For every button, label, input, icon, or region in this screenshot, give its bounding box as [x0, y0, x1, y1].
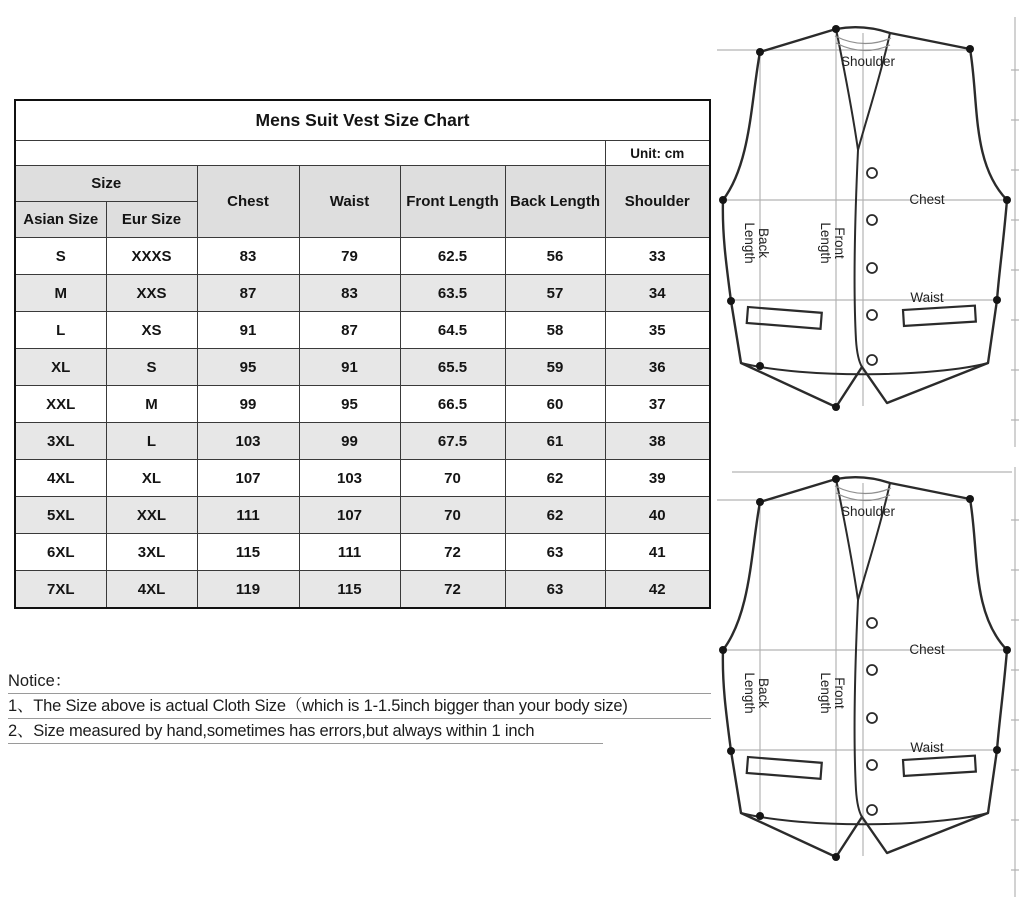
vest-pockets — [747, 756, 976, 779]
cell-chest: 107 — [197, 460, 299, 497]
vest-diagram-top — [705, 5, 1030, 450]
cell-eur: XL — [106, 460, 197, 497]
vest-pockets — [747, 306, 976, 329]
waist-label: Waist — [910, 740, 944, 755]
cell-asian: L — [15, 312, 106, 349]
cell-waist: 95 — [299, 386, 400, 423]
cell-shoulder: 34 — [605, 275, 710, 312]
shoulder-label: Shoulder — [840, 54, 896, 69]
cell-front-length: 64.5 — [400, 312, 505, 349]
table-title-row — [15, 100, 710, 141]
measurement-dots — [719, 475, 1011, 861]
notice-heading: Notice： — [8, 670, 711, 694]
cell-chest: 115 — [197, 534, 299, 571]
table-row — [15, 349, 710, 386]
cell-chest: 95 — [197, 349, 299, 386]
svg-text:Back: Back — [756, 677, 771, 709]
cell-asian: 6XL — [15, 534, 106, 571]
cell-waist: 107 — [299, 497, 400, 534]
cell-asian: 4XL — [15, 460, 106, 497]
cell-chest: 119 — [197, 571, 299, 609]
cell-eur: 3XL — [106, 534, 197, 571]
cell-shoulder: 41 — [605, 534, 710, 571]
cell-back-length: 57 — [505, 275, 605, 312]
cell-back-length: 59 — [505, 349, 605, 386]
cell-waist: 115 — [299, 571, 400, 609]
cell-chest: 87 — [197, 275, 299, 312]
cell-waist: 91 — [299, 349, 400, 386]
table-row — [15, 460, 710, 497]
notice-section — [8, 670, 711, 744]
cell-asian: XXL — [15, 386, 106, 423]
cell-back-length: 62 — [505, 497, 605, 534]
header-asian-size: Asian Size — [15, 202, 106, 238]
cell-asian: 7XL — [15, 571, 106, 609]
cell-eur: XXXS — [106, 238, 197, 275]
chest-label: Chest — [909, 642, 945, 657]
header-chest: Chest — [197, 166, 299, 238]
cell-asian: 3XL — [15, 423, 106, 460]
cell-back-length: 61 — [505, 423, 605, 460]
svg-text:Back: Back — [756, 227, 771, 259]
size-chart-table — [14, 99, 711, 609]
cell-back-length: 58 — [505, 312, 605, 349]
cell-back-length: 63 — [505, 571, 605, 609]
cell-eur: M — [106, 386, 197, 423]
cell-back-length: 63 — [505, 534, 605, 571]
table-row — [15, 534, 710, 571]
cell-shoulder: 33 — [605, 238, 710, 275]
cell-back-length: 56 — [505, 238, 605, 275]
svg-text:Front: Front — [832, 227, 847, 259]
front-length-label — [818, 672, 847, 713]
svg-text:Front: Front — [832, 677, 847, 709]
table-row — [15, 571, 710, 609]
header-row-group — [15, 166, 710, 202]
cell-shoulder: 36 — [605, 349, 710, 386]
cell-chest: 111 — [197, 497, 299, 534]
cell-shoulder: 37 — [605, 386, 710, 423]
cell-waist: 111 — [299, 534, 400, 571]
unit-spacer — [15, 141, 605, 166]
cell-waist: 87 — [299, 312, 400, 349]
cell-eur: 4XL — [106, 571, 197, 609]
cell-front-length: 65.5 — [400, 349, 505, 386]
back-length-label — [742, 672, 771, 713]
cell-chest: 83 — [197, 238, 299, 275]
cell-eur: XS — [106, 312, 197, 349]
cell-chest: 103 — [197, 423, 299, 460]
svg-text:Length: Length — [742, 222, 757, 264]
unit-row — [15, 141, 710, 166]
cell-back-length: 62 — [505, 460, 605, 497]
header-shoulder: Shoulder — [605, 166, 710, 238]
cell-asian: XL — [15, 349, 106, 386]
cell-chest: 91 — [197, 312, 299, 349]
cell-shoulder: 35 — [605, 312, 710, 349]
header-size-group: Size — [15, 166, 197, 202]
svg-text:Length: Length — [818, 222, 833, 264]
notice-line-1: 1、The Size above is actual Cloth Size（which is 1-1.5inch bigger than your body size) — [8, 694, 711, 719]
cell-eur: XXS — [106, 275, 197, 312]
measurement-dots — [719, 25, 1011, 411]
cell-waist: 99 — [299, 423, 400, 460]
cell-shoulder: 39 — [605, 460, 710, 497]
cell-front-length: 67.5 — [400, 423, 505, 460]
cell-front-length: 70 — [400, 497, 505, 534]
table-row — [15, 238, 710, 275]
cell-front-length: 72 — [400, 534, 505, 571]
header-front-length: Front Length — [400, 166, 505, 238]
cell-shoulder: 42 — [605, 571, 710, 609]
cell-waist: 79 — [299, 238, 400, 275]
notice-line-2: 2、Size measured by hand,sometimes has errors,but always within 1 inch — [8, 719, 603, 744]
cell-front-length: 72 — [400, 571, 505, 609]
cell-front-length: 66.5 — [400, 386, 505, 423]
cell-waist: 103 — [299, 460, 400, 497]
header-waist: Waist — [299, 166, 400, 238]
back-length-label — [742, 222, 771, 263]
table-row — [15, 386, 710, 423]
table-row — [15, 312, 710, 349]
table-row — [15, 275, 710, 312]
svg-text:Length: Length — [818, 672, 833, 714]
table-row — [15, 423, 710, 460]
vest-buttons — [867, 618, 877, 815]
vest-buttons — [867, 168, 877, 365]
cell-eur: S — [106, 349, 197, 386]
cell-eur: L — [106, 423, 197, 460]
cell-front-length: 63.5 — [400, 275, 505, 312]
unit-label: Unit: cm — [605, 141, 710, 166]
cell-waist: 83 — [299, 275, 400, 312]
chart-title: Mens Suit Vest Size Chart — [15, 100, 710, 141]
cell-back-length: 60 — [505, 386, 605, 423]
cell-eur: XXL — [106, 497, 197, 534]
cell-shoulder: 40 — [605, 497, 710, 534]
vest-outline — [723, 477, 1007, 857]
cell-front-length: 62.5 — [400, 238, 505, 275]
header-back-length: Back Length — [505, 166, 605, 238]
cell-chest: 99 — [197, 386, 299, 423]
cell-front-length: 70 — [400, 460, 505, 497]
cell-shoulder: 38 — [605, 423, 710, 460]
vest-diagram-bottom — [705, 455, 1030, 897]
table-row — [15, 497, 710, 534]
shoulder-label: Shoulder — [840, 504, 896, 519]
header-eur-size: Eur Size — [106, 202, 197, 238]
svg-text:Length: Length — [742, 672, 757, 714]
cell-asian: S — [15, 238, 106, 275]
front-length-label — [818, 222, 847, 263]
chest-label: Chest — [909, 192, 945, 207]
waist-label: Waist — [910, 290, 944, 305]
cell-asian: M — [15, 275, 106, 312]
cell-asian: 5XL — [15, 497, 106, 534]
vest-outline — [723, 27, 1007, 407]
